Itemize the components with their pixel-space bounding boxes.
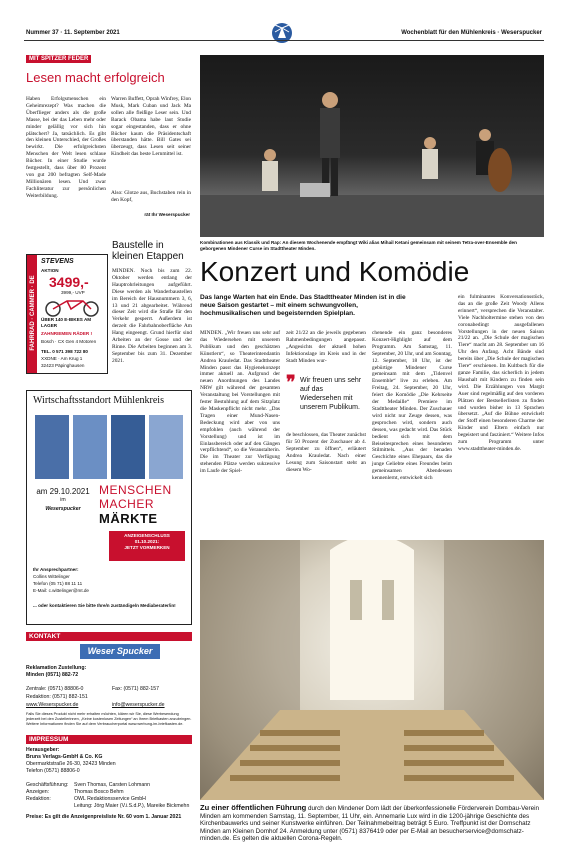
wirtschaft-ad[interactable]	[26, 390, 192, 625]
wirtschaft-ad-contact-mail[interactable]: E-Mail: c.wittelinger@mt.de	[33, 588, 89, 593]
wirtschaft-ad-contact-label: Ihr Ansprechpartner:	[33, 567, 79, 572]
impressum-ltg: Leitung: Jörg Maier (V.i.S.d.P.), Mareike Bickmehn	[74, 803, 190, 809]
impressum-gf-label: Geschäftsführung:	[26, 782, 69, 788]
header-rule	[24, 40, 544, 41]
impressum-label: IMPRESSUM	[26, 735, 192, 744]
article-col-2b: de beschlossen, das Theater zunächst für 50 Prozent der Zuschauer ab 4. September zu öffnen“, erläutert Andrea Krauledat. Nach einer Lesung zum Saisonstart steht an diesem Wo-	[286, 432, 366, 473]
impressum-anz-label: Anzeigen:	[26, 789, 50, 795]
kontakt-mail[interactable]: info@weserspucker.de	[112, 702, 165, 708]
cathedral-photo	[200, 540, 544, 800]
column-text-2: Warren Buffett, Oprah Winfrey, Elon Musk, Mark Cuban und Jack Ma sollen alle fleißige Leser sein. Und Barack Obama habe laut Studie sogar eingestanden, dass er ohne Bücher kaum die Präsidentschaft überstanden hätte. Bill Gates sei überzeugt, dass Lesen seit seiner Kindheit das beste Lernmittel ist.	[111, 96, 191, 158]
bike-ad-brands: Bosch · CX Gen 4 Motoren	[41, 339, 97, 344]
kontakt-zentrale: Zentrale: (0571) 88806-0	[26, 686, 84, 692]
kontakt-note: Falls Sie dieses Produkt nicht mehr erhalten möchten, klären wir Sie, diese Werbesendung jederzeit bei den Zustellerinnen, „Keine kostenlosen Zeitungen“ an Ihrem Briefkasten anzubringen. Weitere Informationen finden Sie auf dem Verbraucherportal www.werbung-im-briefkasten.de.	[26, 712, 192, 726]
bike-ad-side-text: FAHRRAD · CAMMER · DE	[30, 275, 36, 351]
bike-ad-phone: TEL. 0 571 398 722 80	[41, 349, 88, 354]
wirtschaft-ad-headline-2: MACHER	[99, 497, 155, 511]
column-text-3: Also: Glotze aus, Buchstaben rein in den Kopf,	[111, 190, 191, 203]
column-text-1: Haben Erfolgsmenschen ein Geheimrezept? Was machen die Überflieger anders als die große Masse, bei der das Leben mehr oder minder gelällig vor sich hin plätschert? Ja, tatsächlich. Es gibt den kleinen Unterschied, der Großes bewirkt. Die erfolgreichsten Menschen der Welt lesen schlaue Bücher. In einer Studie wurde festgestellt, dass über 80 Prozent von gut 200 befragten Self-Made Millionären lesen. Und zwar Fachliteratur zur persönlichen Weiterbildung.	[26, 96, 106, 199]
article-lead: Das lange Warten hat ein Ende. Das Stadttheater Minden ist in die neue Saison gestartet – mit einem schwungvollen, hochmusikalischen und begeisternden Spielplan.	[200, 294, 406, 318]
deadline-line-3: JETZT VORMERKEN	[124, 545, 170, 550]
cathedral-caption-text: durch den Mindener Dom lädt der überkonfessionelle Förderverein Dombau-Verein Minden am kommenden Samstag, 11. September, 11 Uhr, ein. Annemarie Lux wird in die 1200-jährige Geschichte des Kirchenbauwerks und seiner Kunstwerke einführen. Der Teilnahmebeitrag beträgt 5 Euro. Treffpunkt ist der Domschatz Minden am Kleinen Domhof 24. Anmeldung unter (0571) 8376419 oder per E-Mail an besucherservice@domschatz-minden.de. Es gelten die aktuellen Corona-Regeln.	[200, 805, 540, 843]
wirtschaft-ad-date: am 29.10.2021	[36, 487, 90, 496]
column-title: Lesen macht erfolgreich	[26, 70, 165, 85]
wirtschaft-ad-headline-3: MÄRKTE	[99, 511, 158, 526]
article-col-3: chenende ein ganz besonderes Konzert-Highlight auf dem Programm. Am Samstag, 11. September, 20 Uhr, und am Sonntag, 12. September, 18 Uhr, ist der gebürtige Mindener Curse gemeinsam mit dem „Tidenvel Ensemble“ live zu erleben. Am Freitag, 24. September, 20 Uhr, feiert die Komödie „Die Kehrseite der Medaille“ Premiere im Stadttheater Minden. Der Zuschauer wird nicht nur Zeuge dessen, was gesprochen wird, sondern auch dessen, was gedacht wird. Das Stück bedient sich mit dem Beiseitesprechen eines besonderen Stilmittels. „Aus der benaden Geschichte eines Ehepaars, das die junge Geliebte eines Freundes beim gemeinsamen Abendessen kennenlernt, entwickelt sich	[372, 330, 452, 482]
concert-photo-caption: Kombinationen aus Klassik und Rap: An diesem Wochenende empfängt Wiki alias Mihail Ketani gemeinsam mit seinem Tetra-over-Ensemble den geborgenen Mindener Curse im Stadttheater Minden.	[200, 240, 517, 251]
wirtschaft-ad-deadline	[109, 531, 185, 561]
wirtschaft-ad-contact-name: Collins Wittelinger	[33, 574, 70, 579]
bike-ad-brand: STEVENS	[41, 258, 74, 265]
bike-ad-addr1: XXDNE · Am Krug 1	[41, 356, 83, 361]
deadline-line-1: ANZEIGENSCHLUSS	[124, 533, 170, 538]
bike-image-icon	[41, 297, 105, 317]
impressum-gf: Sven Thomas, Carsten Lohmann	[74, 782, 151, 788]
bike-ad-offer: ÜBER 140 E-BIKES AM LAGER	[41, 317, 92, 328]
wirtschaft-ad-headline-1: MENSCHEN	[99, 483, 172, 497]
impressum-l4: Telefon (0571) 88806-0	[26, 768, 80, 774]
bike-ad-side	[27, 255, 37, 373]
kontakt-label: KONTAKT	[26, 632, 192, 641]
bike-ad-aktion: AKTION	[41, 268, 59, 273]
column-signature: rät Ihr Weserspucker	[144, 212, 190, 217]
wirtschaft-ad-title: Wirtschaftsstandort Mühlenkreis	[33, 395, 164, 406]
concert-photo	[200, 55, 544, 237]
wirtschaft-ad-contact-tel: Telefon (05 71) 88 11 11	[33, 581, 83, 586]
quote-mark-icon: ❞	[286, 372, 296, 392]
wirtschaft-ad-paper: Weserspucker	[45, 506, 81, 512]
impressum-red: OWL Redaktionsservice GmbH	[74, 796, 146, 802]
magazine-covers-icon	[33, 411, 185, 483]
impressum-l2: Bruns Verlags-GmbH & Co. KG	[26, 754, 103, 760]
article-title: Konzert und Komödie	[200, 256, 470, 287]
deadline-line-2: 01.10.2021:	[134, 539, 160, 544]
baustelle-title: Baustelle in kleinen Etappen	[112, 240, 184, 262]
impressum-anz: Thomas Bosco Behm	[74, 789, 124, 795]
bike-ad-service: ZAHNRIEMEN RÄDER !	[41, 331, 93, 336]
wirtschaft-ad-date-sub: im	[60, 497, 66, 503]
bike-ad-price: 3499,-	[49, 274, 89, 290]
impressum-l3: Obermarktstraße 26-30, 32423 Minden	[26, 761, 116, 767]
article-col-4: ein fulminantes Konversationsstück, das an die große Zeit Woody Allens erinnert“, versprechen die Veranstalter. Viele Nachholtermine stehen von den coronabedingt ausgefallenen Vorstellungen in der neuen Saison 21/22 an. „Die Schule der magischen Tiere“ macht am 28. September um 16 Uhr den Anfang. Acht Bände sind bereits über „Die Schule der magischen Tiere“ erschienen. Im Kultbuch für die ganze Familie, das sicherlich in jedem Haushalt mit Kindern zu finden sein wird. Die Erzählungen von Margit Auer sind regelmäßig auf den vorderen Plätzen der Bestsellerlisten zu finden und wurden bisher in 13 Sprachen übersetzt. „Auf die Bühne entwickelt der Stoff einen besonderen Charme der Kinder und Eltern einfach nur begeistert und fasziniert.“ Weitere Infos zum Programm unter www.stadttheater-minden.de.	[458, 294, 544, 452]
bike-ad-uvp: 3999,- UVP	[61, 290, 85, 295]
impressum-preis: Preise: Es gilt die Anzeigenpreisliste Nr. 60 vom 1. Januar 2021	[26, 814, 182, 820]
cathedral-caption-bold: Zu einer öffentlichen Führung	[200, 803, 307, 812]
bike-ad-addr2: 32423 Päpinghausen	[41, 363, 85, 368]
impressum-l1: Herausgeber:	[26, 747, 60, 753]
kontakt-redaktion: Redaktion: (0571) 882-151	[26, 694, 88, 700]
kontakt-fax: Fax: (0571) 882-157	[112, 686, 160, 692]
wirtschaft-ad-footer: ... oder kontaktieren Sie bitte Ihre/n zuständige/n Mediaberater/in!	[33, 603, 176, 608]
cathedral-interior-icon	[200, 540, 544, 800]
weserspucker-logo: Weser Spucker	[80, 644, 160, 659]
impressum-red-label: Redaktion:	[26, 796, 51, 802]
cathedral-caption	[200, 804, 544, 843]
concert-scene-icon	[200, 55, 544, 237]
bike-ad[interactable]	[26, 254, 108, 374]
kontakt-line-1: Reklamation Zustellung:	[26, 665, 87, 671]
article-quote: Wir freuen uns sehr auf das Wiedersehen mit unserem Publikum.	[300, 377, 362, 411]
baustelle-text: MINDEN. Noch bis zum 22. Oktober werden entlang der Hauptrohrleitungen aufgeführt. Diese werden als Wanderbaustellen im Bereich der Hausnummern 3, 6, 13 und 21 abgearbeitet. Während dieser Zeit wird die Straße für den Verkehr gesperrt. Außerdem ist derzeit die Fahrbahnoberfläche Am Hang eingeengt. Grund hierfür sind Arbeiten an der Gosse und der Rinne. Die Arbeiten beginnen am 3. September bis zum 31. Dezember 2021.	[112, 268, 192, 364]
kontakt-line-2: Minden (0571) 882-72	[26, 672, 79, 678]
paper-name: Wochenblatt für den Mühlenkreis · Weserspucker	[401, 30, 542, 36]
issue-date: Nummer 37 · 11. September 2021	[26, 30, 120, 36]
column-kicker: MIT SPITZER FEDER	[26, 55, 91, 63]
kontakt-web[interactable]: www.Weserspucker.de	[26, 702, 79, 708]
article-col-2: zeit 21/22 an die jeweils gegebenen Rahmenbedingungen angepasst. „Angesichts der aktuell hohen Infektionslage im Kreis und in der Stadt Minden wur-	[286, 330, 366, 364]
article-col-1: MINDEN. „Wir freuen uns sehr auf das Wiedersehen mit unserem Publikum und den geschätzten Künstlern“, so Theaterintendantin Andrea Krauledat. Das Stadttheater Minden passt das Hygienekonzept immer aktuell an. Aufgrund der neuen Anordnungen des Landes NRW gilt während der gesamten Veranstaltung bei Vorstellungen mit fester Bestuhlung auf dem Sitzplatz die Maskenpflicht nicht mehr. „Das Tragen einer Mund-Nasen-Bedeckung wird aber von uns empfohlen (auch während der Vorstellung) und ist im Einlassbereich oder auf den Gängen verpflichtend“, so die Veranstalterin. Die im Theater zur Verfügung stehenden Plätze werden sukzessive im Laufe der Spiel-	[200, 330, 280, 475]
